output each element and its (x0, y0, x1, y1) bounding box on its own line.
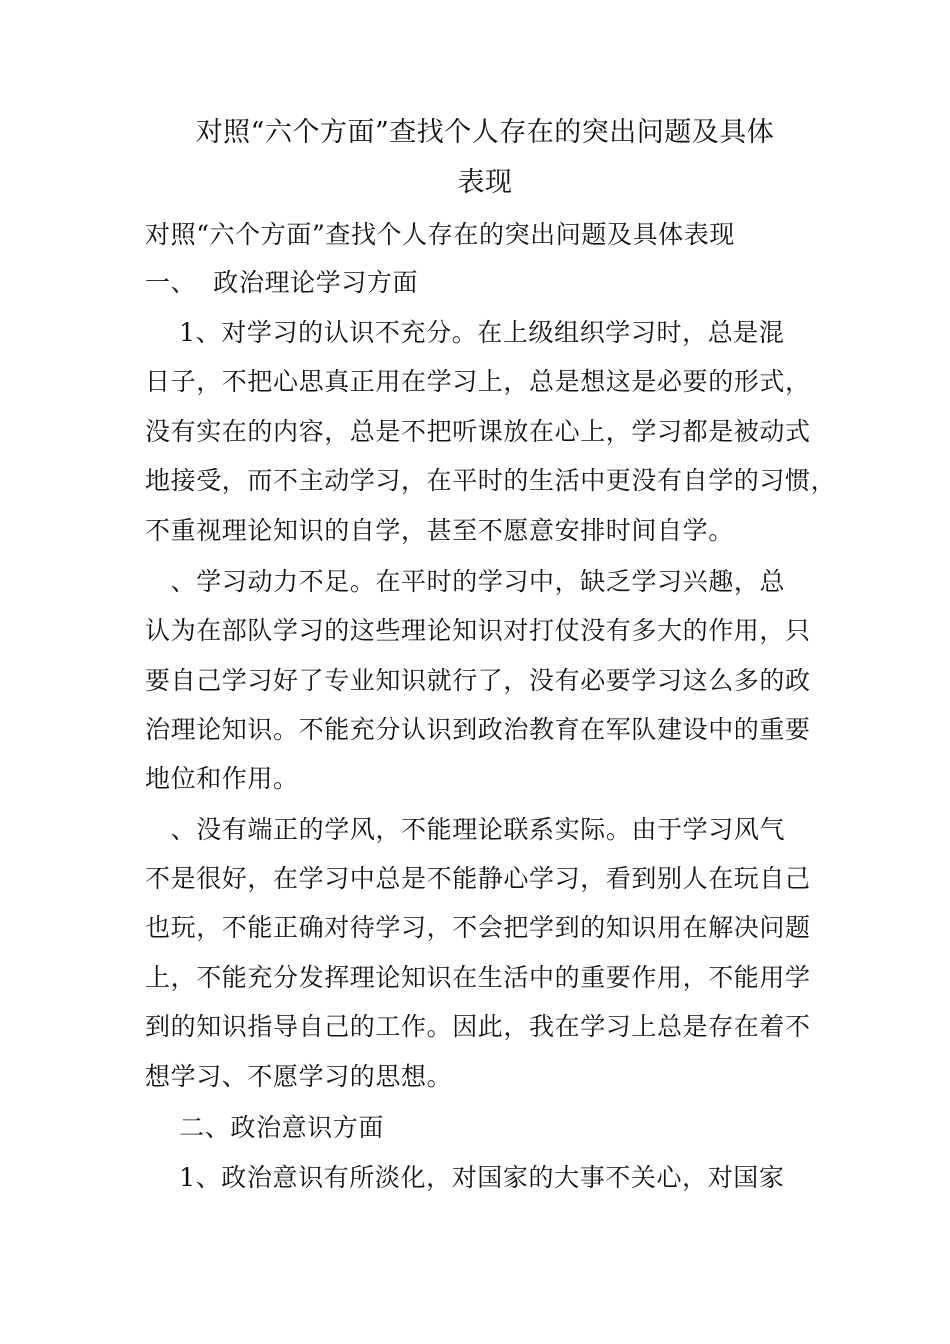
text-line: 也玩，不能正确对待学习，不会把学到的知识用在解决问题 (145, 913, 811, 942)
text-line: 1、政治意识有所淡化，对国家的大事不关心，对国家 (145, 1163, 785, 1192)
text-line: 要自己学习好了专业知识就行了，没有必要学习这么多的政 (145, 666, 811, 695)
text-line: 认为在部队学习的这些理论知识对打仗没有多大的作用，只 (145, 616, 811, 645)
text-line: 地位和作用。 (145, 764, 299, 793)
title-line-2: 表现 (457, 167, 513, 198)
text-line: 不重视理论知识的自学，甚至不愿意安排时间自学。 (145, 516, 734, 545)
section-heading: 一、 政治理论学习方面 (145, 268, 419, 297)
text-line: 日子，不把心思真正用在学习上，总是想这是必要的形式， (145, 367, 811, 396)
text-line: 没有实在的内容，总是不把听课放在心上，学习都是被动式 (145, 417, 811, 446)
text-line: 治理论知识。不能充分认识到政治教育在军队建设中的重要 (145, 715, 811, 744)
text-line: 、学习动力不足。在平时的学习中，缺乏学习兴趣，总 (145, 567, 786, 596)
section-heading: 二、政治意识方面 (145, 1113, 384, 1142)
title-line-1: 对照“六个方面”查找个人存在的突出问题及具体 (195, 117, 775, 148)
text-line: 1、对学习的认识不充分。在上级组织学习时，总是混 (145, 318, 785, 347)
text-line: 不是很好，在学习中总是不能静心学习，看到别人在玩自己 (145, 864, 811, 893)
document-title (150, 108, 820, 208)
text-line: 想学习、不愿学习的思想。 (145, 1062, 453, 1091)
text-line: 、没有端正的学风，不能理论联系实际。由于学习风气 (145, 815, 786, 844)
text-line: 到的知识指导自己的工作。因此，我在学习上总是存在着不 (145, 1012, 811, 1041)
text-line: 上，不能充分发挥理论知识在生活中的重要作用，不能用学 (145, 963, 811, 992)
text-line: 对照“六个方面”查找个人存在的突出问题及具体表现 (145, 220, 735, 249)
text-line: 地接受，而不主动学习，在平时的生活中更没有自学的习惯， (145, 466, 837, 495)
